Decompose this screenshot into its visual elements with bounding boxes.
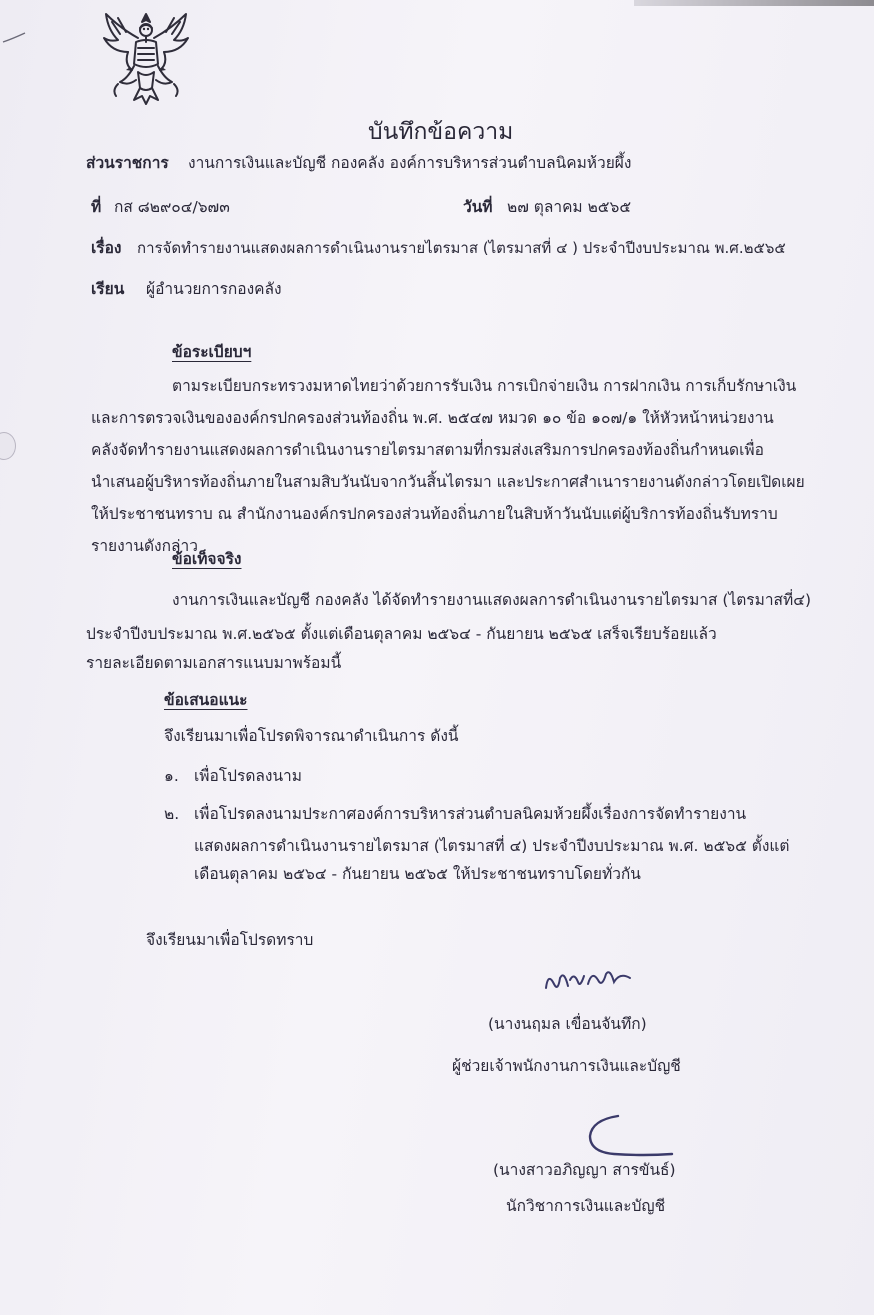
item-text: เพื่อโปรดลงนามประกาศองค์การบริหารส่วนตำบลนิคมห้วยผึ้งเรื่องการจัดทำรายงาน bbox=[194, 805, 747, 823]
signer-name: (นางนฤมล เขื่อนจันทึก) bbox=[488, 1015, 647, 1033]
to-label: เรียน bbox=[91, 280, 125, 298]
scan-edge-shadow bbox=[634, 0, 874, 6]
regulation-heading: ข้อระเบียบฯ bbox=[172, 343, 252, 361]
facts-line: ประจำปีงบประมาณ พ.ศ.๒๕๖๕ ตั้งแต่เดือนตุลาคม ๒๕๖๔ - กันยายน ๒๕๖๕ เสร็จเรียบร้อยแล้ว bbox=[86, 625, 717, 643]
page-title: บันทึกข้อความ bbox=[368, 119, 514, 145]
proposal-heading: ข้อเสนอแนะ bbox=[164, 691, 248, 709]
ref-label: ที่ bbox=[91, 198, 102, 216]
signer-position: นักวิชาการเงินและบัญชี bbox=[506, 1197, 666, 1215]
regulation-line: นำเสนอผู้บริหารท้องถิ่นภายในสามสิบวันนับจากวันสิ้นไตรมา และประกาศสำเนารายงานดังกล่าวโดยเปิดเผย bbox=[91, 473, 805, 491]
item-text: เพื่อโปรดลงนาม bbox=[194, 767, 302, 785]
agency-value: งานการเงินและบัญชี กองคลัง องค์การบริหารส่วนตำบลนิคมห้วยผึ้ง bbox=[188, 154, 632, 172]
regulation-line: คลังจัดทำรายงานแสดงผลการดำเนินงานรายไตรมาสตามที่กรมส่งเสริมการปกครองท้องถิ่นกำหนดเพื่อ bbox=[91, 441, 764, 459]
subject-value: การจัดทำรายงานแสดงผลการดำเนินงานรายไตรมาส (ไตรมาสที่ ๔ ) ประจำปีงบประมาณ พ.ศ.๒๕๖๕ bbox=[137, 239, 786, 257]
signer-position: ผู้ช่วยเจ้าพนักงานการเงินและบัญชี bbox=[452, 1057, 681, 1075]
regulation-line: รายงานดังกล่าว bbox=[91, 537, 198, 555]
handwritten-signature-icon bbox=[540, 962, 640, 998]
garuda-emblem-icon bbox=[98, 8, 194, 108]
regulation-line: ให้ประชาชนทราบ ณ สำนักงานองค์กรปกครองส่วนท้องถิ่นภายในสิบห้าวันนับแต่ผู้บริการท้องถิ่นรับทราบ bbox=[91, 505, 778, 523]
to-value: ผู้อำนวยการกองคลัง bbox=[146, 280, 282, 298]
subject-label: เรื่อง bbox=[91, 239, 122, 257]
ref-value: กส ๘๒๙๐๔/๖๗๓ bbox=[114, 198, 230, 216]
item-text: เดือนตุลาคม ๒๕๖๔ - กันยายน ๒๕๖๕ ให้ประชาชนทราบโดยทั่วกัน bbox=[194, 865, 641, 883]
item-number: ๒. bbox=[164, 805, 180, 823]
agency-label: ส่วนราชการ bbox=[86, 154, 169, 172]
date-label: วันที่ bbox=[463, 198, 493, 216]
date-value: ๒๗ ตุลาคม ๒๕๖๕ bbox=[507, 198, 632, 216]
facts-line: รายละเอียดตามเอกสารแนบมาพร้อมนี้ bbox=[86, 654, 342, 672]
item-text: แสดงผลการดำเนินงานรายไตรมาส (ไตรมาสที่ ๔) ประจำปีงบประมาณ พ.ศ. ๒๕๖๕ ตั้งแต่ bbox=[194, 837, 790, 855]
punch-hole bbox=[0, 432, 16, 460]
handwritten-signature-icon bbox=[584, 1112, 676, 1160]
facts-heading: ข้อเท็จจริง bbox=[172, 550, 242, 568]
proposal-intro: จึงเรียนมาเพื่อโปรดพิจารณาดำเนินการ ดังนี้ bbox=[164, 727, 459, 745]
signer-name: (นางสาวอภิญญา สารขันธ์) bbox=[493, 1161, 676, 1179]
regulation-line: และการตรวจเงินขององค์กรปกครองส่วนท้องถิ่น พ.ศ. ๒๕๔๗ หมวด ๑๐ ข้อ ๑๐๗/๑ ให้หัวหน้าหน่วยงาน bbox=[91, 409, 774, 427]
item-number: ๑. bbox=[164, 767, 179, 785]
pen-stroke-mark bbox=[2, 30, 26, 44]
closing-text: จึงเรียนมาเพื่อโปรดทราบ bbox=[146, 931, 314, 949]
regulation-line: ตามระเบียบกระทรวงมหาดไทยว่าด้วยการรับเงิน การเบิกจ่ายเงิน การฝากเงิน การเก็บรักษาเงิน bbox=[172, 377, 797, 395]
facts-line: งานการเงินและบัญชี กองคลัง ได้จัดทำรายงานแสดงผลการดำเนินงานรายไตรมาส (ไตรมาสที่๔) bbox=[172, 591, 812, 609]
